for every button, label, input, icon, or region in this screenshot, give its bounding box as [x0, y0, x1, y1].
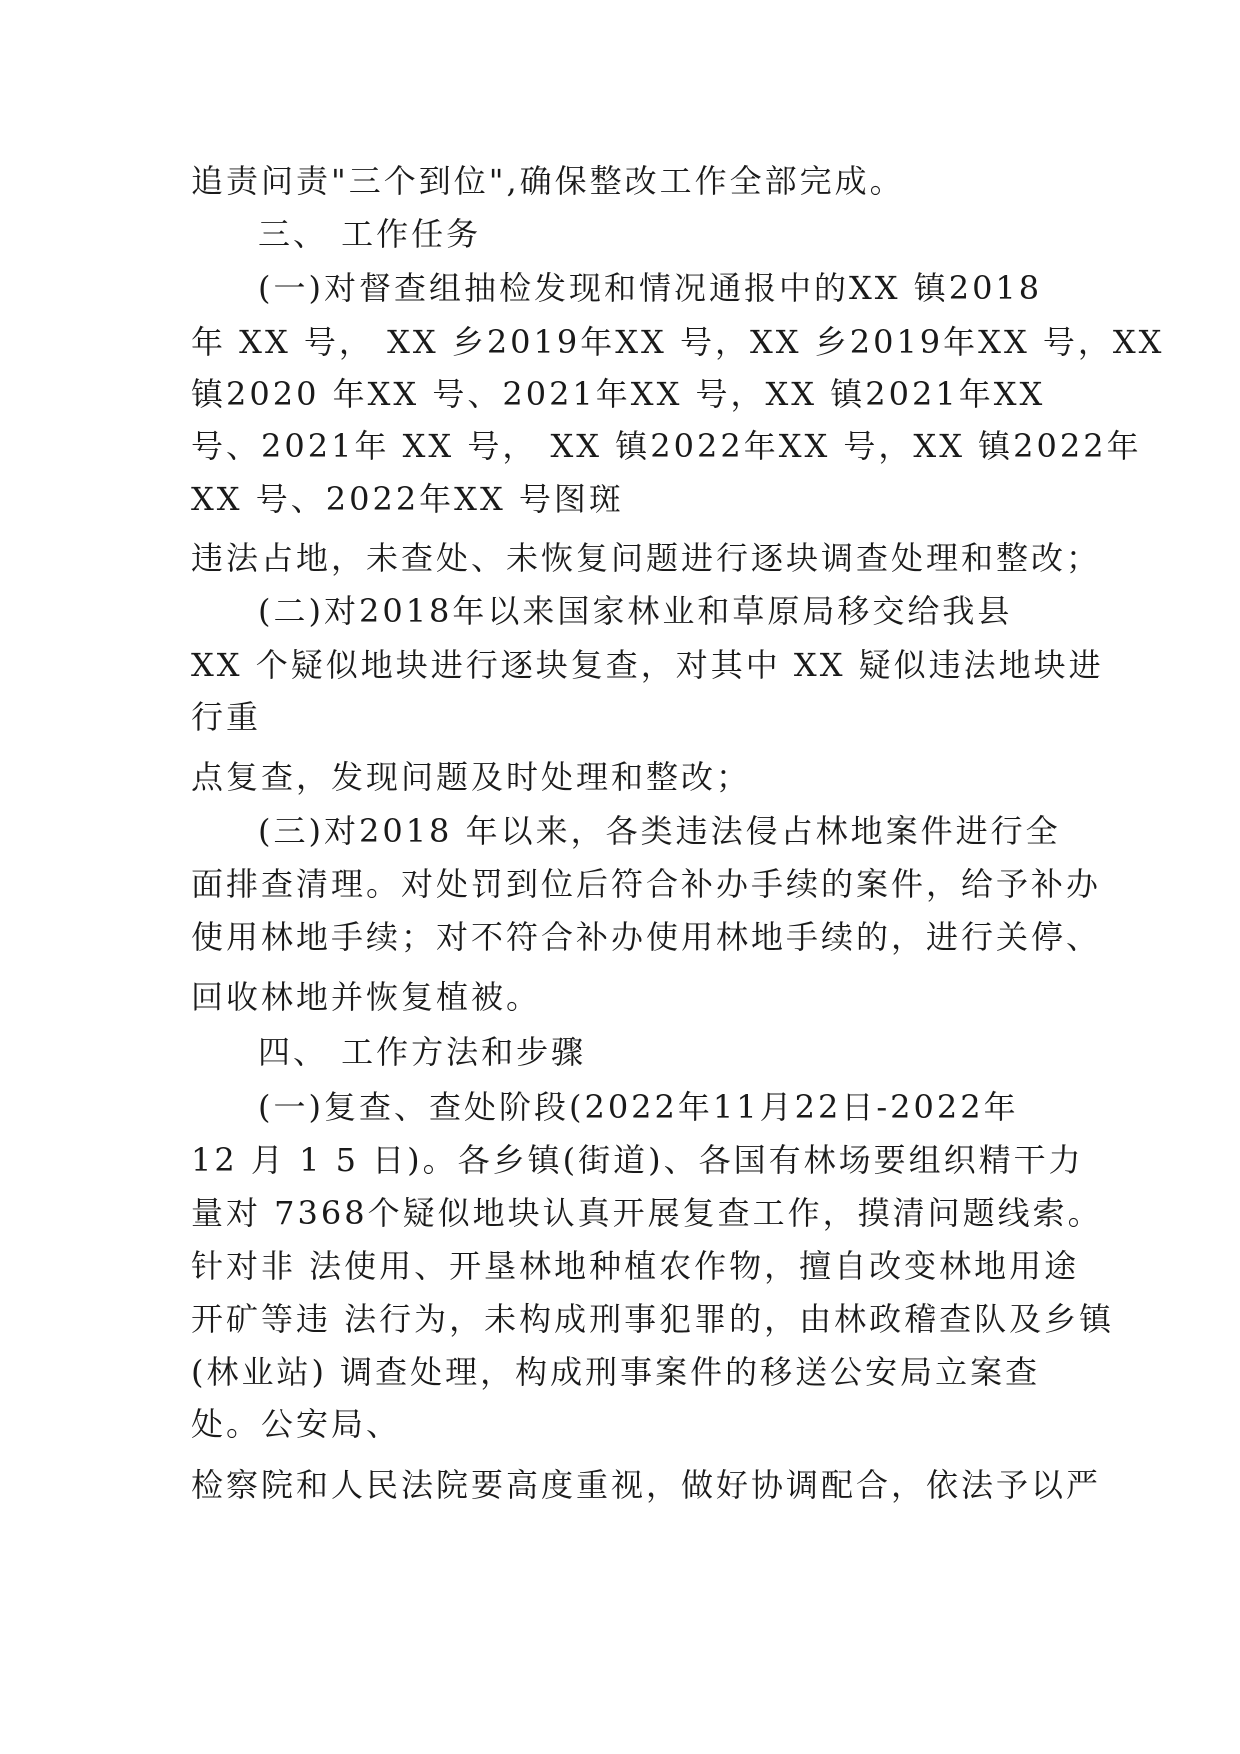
paragraph-line: (一)对督查组抽检发现和情况通报中的XX 镇2018 — [258, 269, 1043, 307]
paragraph-line: 号、2021年 XX 号， XX 镇2022年XX 号，XX 镇2022年 — [191, 427, 1142, 465]
paragraph-line: XX 号、2022年XX 号图斑 — [191, 480, 624, 518]
paragraph-line: 检察院和人民法院要高度重视，做好协调配合，依法予以严 — [191, 1466, 1102, 1504]
paragraph-line: 追责问责"三个到位",确保整改工作全部完成。 — [191, 162, 905, 200]
paragraph-line: (二)对2018年以来国家林业和草原局移交给我县 — [258, 592, 1013, 630]
section-heading-four: 四、 工作方法和步骤 — [258, 1033, 587, 1071]
paragraph-line: 行重 — [191, 698, 262, 736]
paragraph-line: 回收林地并恢复植被。 — [191, 978, 542, 1016]
paragraph-line: (三)对2018 年以来，各类违法侵占林地案件进行全 — [258, 812, 1061, 850]
section-heading-three: 三、 工作任务 — [258, 215, 482, 253]
paragraph-line: 面排查清理。对处罚到位后符合补办手续的案件，给予补办 — [191, 865, 1102, 903]
paragraph-line: 12 月 1 5 日)。各乡镇(街道)、各国有林场要组织精干力 — [191, 1141, 1084, 1179]
paragraph-line: 针对非 法使用、开垦林地种植农作物，擅自改变林地用途 — [191, 1247, 1080, 1285]
paragraph-line: (林业站) 调查处理，构成刑事案件的移送公安局立案查 — [191, 1353, 1041, 1391]
paragraph-line: 镇2020 年XX 号、2021年XX 号，XX 镇2021年XX — [191, 375, 1046, 413]
paragraph-line: 处。公安局、 — [191, 1405, 402, 1443]
paragraph-line: 年 XX 号， XX 乡2019年XX 号，XX 乡2019年XX 号，XX — [191, 323, 1165, 361]
paragraph-line: 点复查，发现问题及时处理和整改； — [191, 758, 752, 796]
paragraph-line: 使用林地手续；对不符合补办使用林地手续的，进行关停、 — [191, 918, 1102, 956]
paragraph-line: XX 个疑似地块进行逐块复查，对其中 XX 疑似违法地块进 — [191, 646, 1104, 684]
paragraph-line: 量对 7368个疑似地块认真开展复查工作，摸清问题线索。 — [191, 1194, 1103, 1232]
paragraph-line: (一)复查、查处阶段(2022年11月22日-2022年 — [258, 1088, 1019, 1126]
paragraph-line: 开矿等违 法行为，未构成刑事犯罪的，由林政稽查队及乡镇 — [191, 1300, 1115, 1338]
paragraph-line: 违法占地，未查处、未恢复问题进行逐块调查处理和整改； — [191, 539, 1102, 577]
